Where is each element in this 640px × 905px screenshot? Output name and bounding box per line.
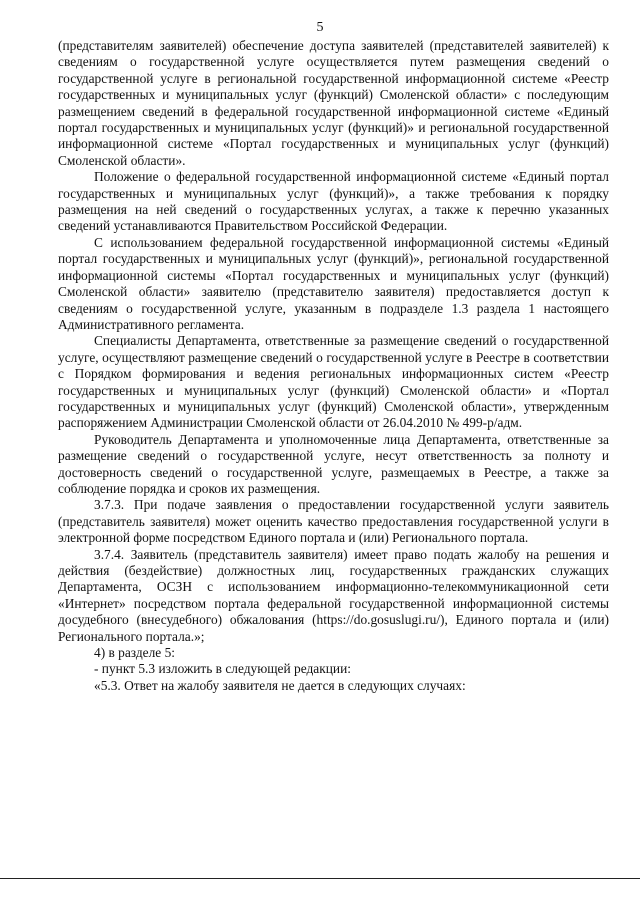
- amendment-item-2: - пункт 5.3 изложить в следующей редакции:: [94, 661, 351, 677]
- paragraph-4: Специалисты Департамента, ответственные за размещение сведений о государственной услуге, осуществляют размещение сведений о государственной услуге в Реестре в соответствии с Порядком формирования и ведения региональных информационных систем «Реестр государственных и муниципальных услуг (функций) Смоленской области» и «Портал государственных и муниципальных услуг (функций) Смоленской области», утвержденным распоряжением Администрации Смоленской области от 26.04.2010 № 499-р/адм.: [58, 333, 609, 431]
- bottom-divider: [0, 878, 640, 879]
- document-body: [58, 38, 609, 694]
- paragraph-1: (представителям заявителей) обеспечение доступа заявителей (представителей заявителей) к сведениям о государственной услуге осуществляется путем размещения сведений о государственной услуге в региональной государственной информационной системе «Реестр государственных и муниципальных услуг (функций) Смоленской области» с последующим размещением сведений в федеральной государственной информационной системе «Единый портал государственных и муниципальных услуг (функций)» и региональной государственной информационной системе «Портал государственных и муниципальных услуг (функций) Смоленской области».: [58, 38, 609, 168]
- paragraph-2: Положение о федеральной государственной информационной системе «Единый портал государственных и муниципальных услуг (функций)», а также требования к порядку размещения на ней сведений о государственных услугах, а также к перечню указанных сведений устанавливаются Правительством Российской Федерации.: [58, 169, 609, 234]
- amendment-item-1: 4) в разделе 5:: [94, 645, 176, 661]
- paragraph-6: 3.7.3. При подаче заявления о предоставлении государственной услуги заявитель (представитель заявителя) может оценить качество предоставления государственной услуги в электронной форме посредством Единого портала и (или) Регионального портала.: [58, 497, 609, 546]
- page-number: 5: [316, 20, 324, 35]
- amendment-item-3: «5.3. Ответ на жалобу заявителя не дается в следующих случаях:: [94, 677, 466, 693]
- paragraph-3: С использованием федеральной государственной информационной системы «Единый портал государственных и муниципальных услуг (функций)», региональной государственной информационной системы «Портал государственных и муниципальных услуг (функций) Смоленской области» заявителю (представителю заявителя) предоставляется доступ к сведениям о государственной услуге, указанным в подразделе 1.3 раздела 1 настоящего Административного регламента.: [58, 234, 609, 332]
- paragraph-5: Руководитель Департамента и уполномоченные лица Департамента, ответственные за размещение сведений о государственной услуге, несут ответственность за полноту и достоверность сведений о государственной услуге, размещаемых в Реестре, а также за соблюдение порядка и сроков их размещения.: [58, 431, 609, 496]
- paragraph-7: 3.7.4. Заявитель (представитель заявителя) имеет право подать жалобу на решения и действия (бездействие) должностных лиц, государственных гражданских служащих Департамента, ОСЗН с использованием информационно-телекоммуникационной сети «Интернет» посредством портала федеральной государственной информационной системы досудебного (внесудебного) обжалования (https://do.gosuslugi.ru/), Единого портала и (или) Регионального портала.»;: [58, 546, 609, 644]
